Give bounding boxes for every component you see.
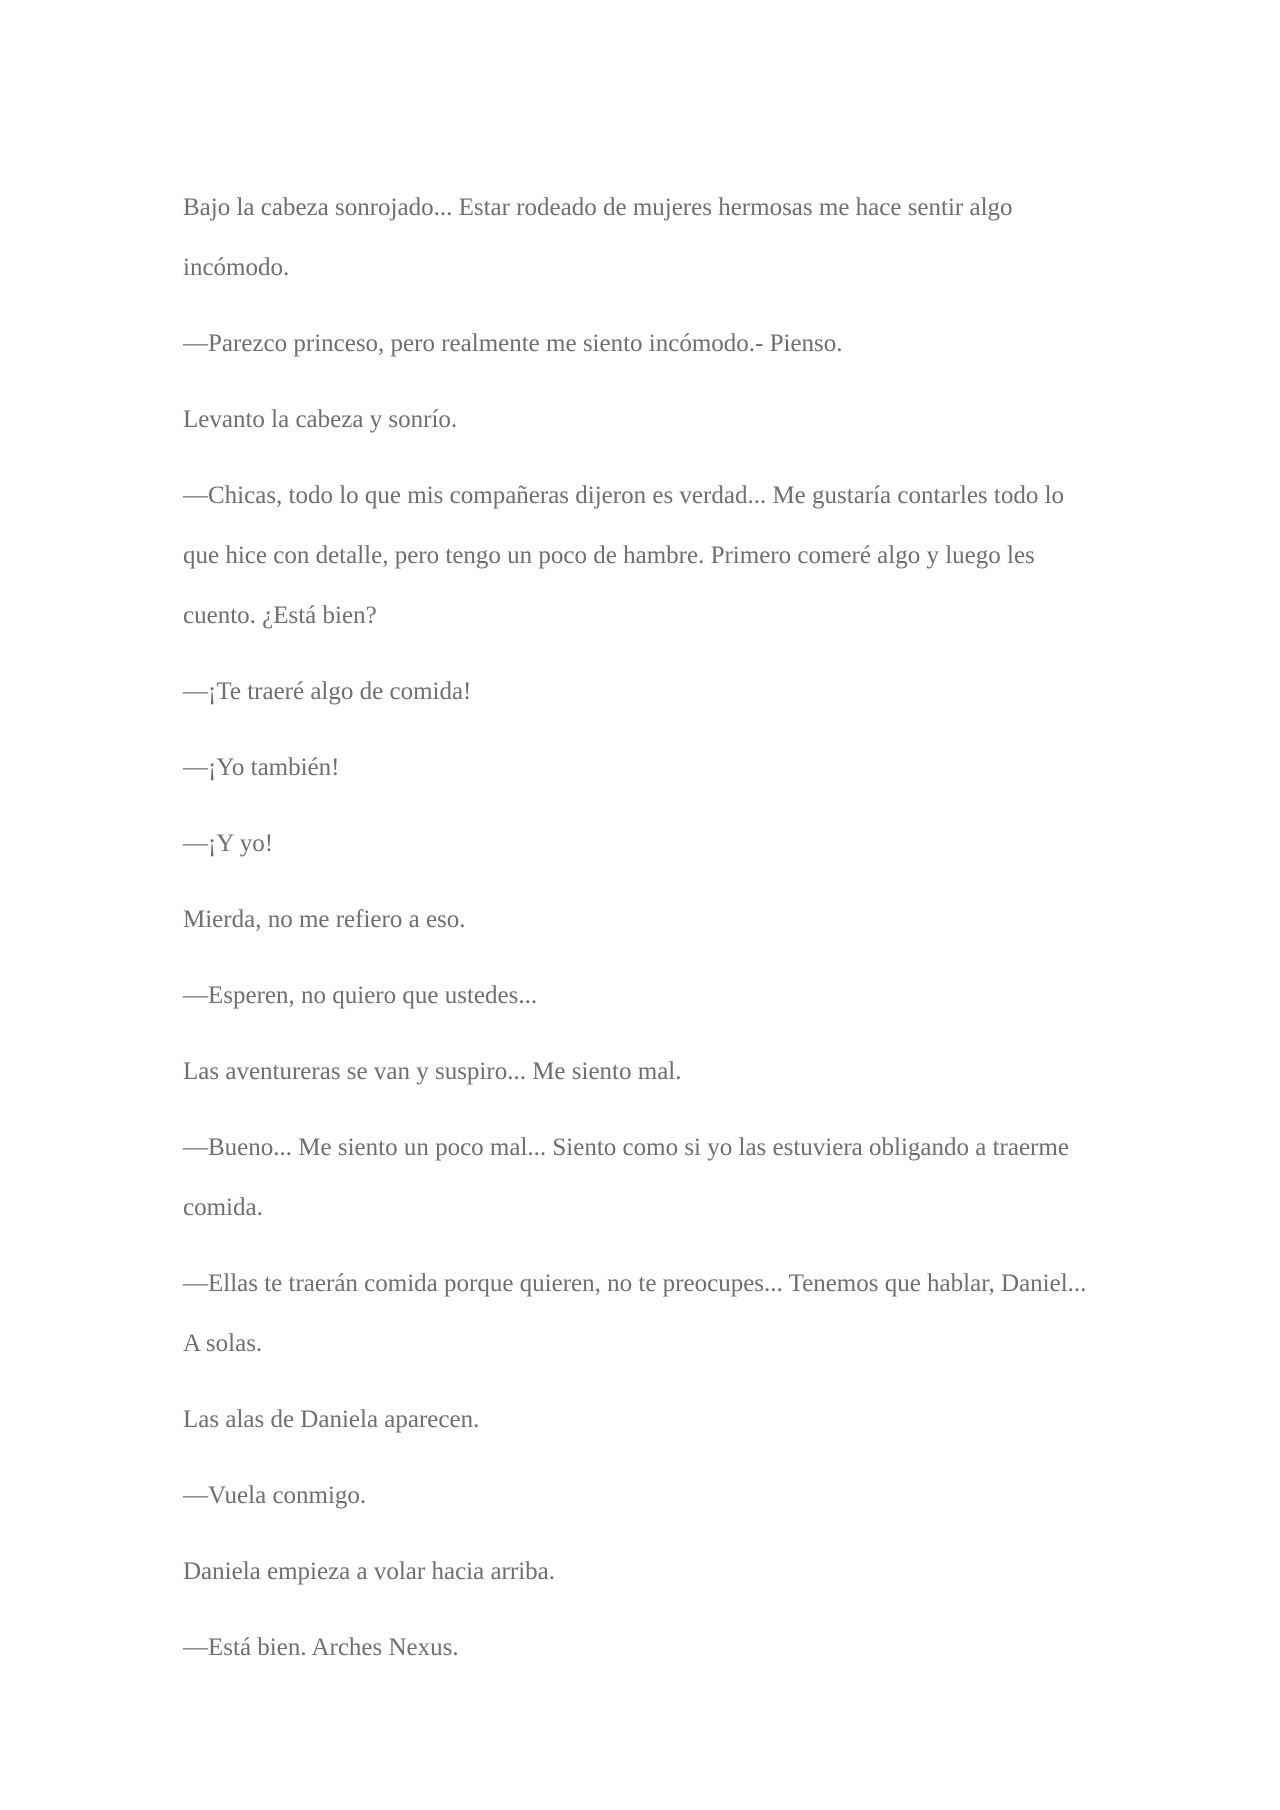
body-text — [183, 178, 1103, 1694]
paragraph: —Vuela conmigo. — [183, 1482, 367, 1509]
paragraph: —Está bien. Arches Nexus. — [183, 1634, 459, 1661]
paragraph: Levanto la cabeza y sonrío. — [183, 406, 458, 433]
paragraph: —¡Te traeré algo de comida! — [183, 678, 472, 705]
paragraph: —Ellas te traerán comida porque quieren, no te preocupes... Tenemos que hablar, Daniel... A solas. — [183, 1270, 1087, 1357]
paragraph: —¡Yo también! — [183, 754, 340, 781]
paragraph: Daniela empieza a volar hacia arriba. — [183, 1558, 555, 1585]
paragraph: —Esperen, no quiero que ustedes... — [183, 982, 538, 1009]
paragraph: Las aventureras se van y suspiro... Me siento mal. — [183, 1058, 682, 1085]
paragraph: —Chicas, todo lo que mis compañeras dijeron es verdad... Me gustaría contarles todo lo que hice con detalle, pero tengo un poco de hambre. Primero comeré algo y luego les cuento. ¿Está bien? — [183, 482, 1065, 629]
paragraph: —Bueno... Me siento un poco mal... Siento como si yo las estuviera obligando a traerme comida. — [183, 1134, 1069, 1221]
paragraph: Las alas de Daniela aparecen. — [183, 1406, 480, 1433]
paragraph: Bajo la cabeza sonrojado... Estar rodeado de mujeres hermosas me hace sentir algo incómodo. — [183, 194, 1013, 281]
paragraph: —¡Y yo! — [183, 830, 274, 857]
paragraph: Mierda, no me refiero a eso. — [183, 906, 466, 933]
paragraph: —Parezco princeso, pero realmente me siento incómodo.- Pienso. — [183, 330, 843, 357]
